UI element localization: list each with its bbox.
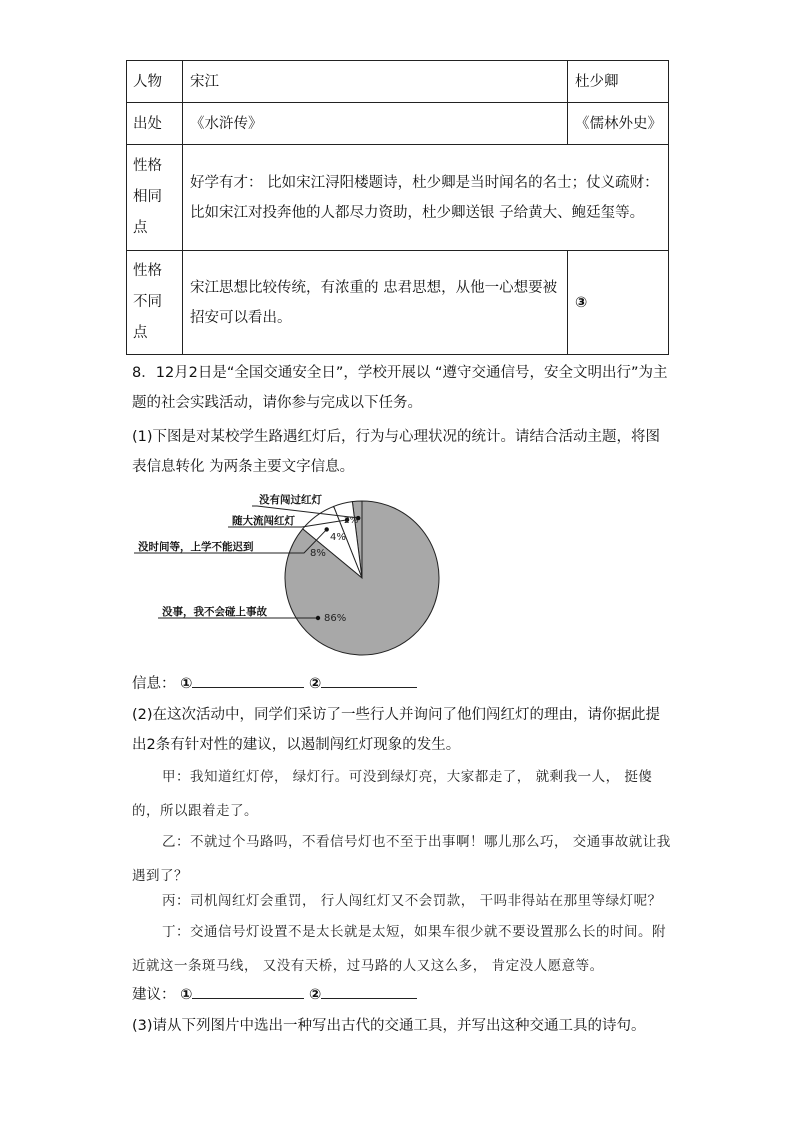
blank-mark-2: ②: [309, 987, 322, 1003]
suggest-blank-1[interactable]: [192, 982, 304, 999]
row-label: 性格 相同 点: [127, 145, 183, 251]
table-row: [127, 251, 669, 355]
data-label-4: 4%: [330, 532, 346, 543]
table-row: [127, 61, 669, 103]
info-line: [132, 669, 672, 699]
info-blank-2[interactable]: [321, 671, 417, 688]
blank-mark-2: ②: [309, 676, 322, 692]
suggest-line: [132, 980, 672, 1010]
interview-bing: 丙：司机闯红灯会重罚， 行人闯红灯又不会罚款， 干吗非得站在那里等绿灯呢？: [162, 893, 662, 909]
pie-slices: [285, 501, 439, 655]
cell-songjiang-diff: 宋江思想比较传统，有浓重的 忠君思想，从他一心想要被招安可以看出。: [183, 251, 568, 355]
interview-yi: 乙：不就过个马路吗，不看信号灯也不至于出事啊！哪儿那么巧， 交通事故就让我遇到了？: [132, 834, 671, 884]
table-row: [127, 103, 669, 145]
blank-mark-1: ①: [180, 676, 193, 692]
info-label: 信息：: [132, 676, 176, 692]
suggest-label: 建议：: [132, 987, 176, 1003]
question-8-part2: (2)在这次活动中，同学们采访了一些行人并询问了他们闯红灯的理由，请你据此提出2条有针对性的建议，以遏制闯红灯现象的发生。: [132, 707, 661, 753]
info-blank-1[interactable]: [192, 671, 304, 688]
blank-mark-1: ①: [180, 987, 193, 1003]
legend-label-follow-crowd: 随大流闯红灯: [232, 515, 295, 527]
cell-dushaoqing: 《儒林外史》: [568, 103, 669, 145]
comparison-table: [126, 60, 669, 355]
suggest-blank-2[interactable]: [321, 982, 417, 999]
row-label: 出处: [127, 103, 183, 145]
question-8-part3: (3)请从下列图片中选出一种写出古代的交通工具，并写出这种交通工具的诗句。: [132, 1018, 646, 1034]
data-label-8: 8%: [310, 548, 326, 559]
question-8-intro: 8．12月2日是“全国交通安全日”，学校开展以 “遵守交通信号，安全文明出行”为主题的社会实践活动，请你参与完成以下任务。: [132, 365, 668, 411]
row-label: 人物: [127, 61, 183, 103]
interview-jia: 甲：我知道红灯停， 绿灯行。可没到绿灯亮，大家都走了， 就剩我一人， 挺傻的，所以跟着走了。: [132, 769, 653, 819]
legend-label-no-time: 没时间等，上学不能迟到: [138, 541, 254, 553]
data-label-86: 86%: [324, 613, 347, 624]
question-8-part1: (1)下图是对某校学生路遇红灯后，行为与心理状况的统计。请结合活动主题，将图表信息转化 为两条主要文字信息。: [132, 429, 661, 475]
cell-common-traits: 好学有才： 比如宋江浔阳楼题诗，杜少卿是当时闻名的名士；仗义疏财：比如宋江对投奔他的人都尽力资助，杜少卿送银 子给黄大、鲍廷玺等。: [183, 145, 669, 251]
interview-ding: 丁：交通信号灯设置不是太长就是太短，如果车很少就不要设置那么长的时间。附近就这一条斑马线， 又没有天桥，过马路的人又这么多， 肯定没人愿意等。: [132, 924, 666, 974]
pie-chart: [132, 490, 452, 660]
leader-dot: [324, 527, 328, 531]
cell-dushaoqing: 杜少卿: [568, 61, 669, 103]
legend-label-no-accident: 没事，我不会碰上事故: [162, 606, 267, 618]
legend-label-no-red-light: 没有闯过红灯: [259, 494, 322, 506]
cell-blank-3: ③: [568, 251, 669, 355]
data-label-2: 2%: [344, 516, 359, 526]
row-label: 性格 不同 点: [127, 251, 183, 355]
cell-songjiang: 宋江: [183, 61, 568, 103]
table-row: [127, 145, 669, 251]
cell-songjiang: 《水浒传》: [183, 103, 568, 145]
leader-dot: [316, 616, 320, 620]
